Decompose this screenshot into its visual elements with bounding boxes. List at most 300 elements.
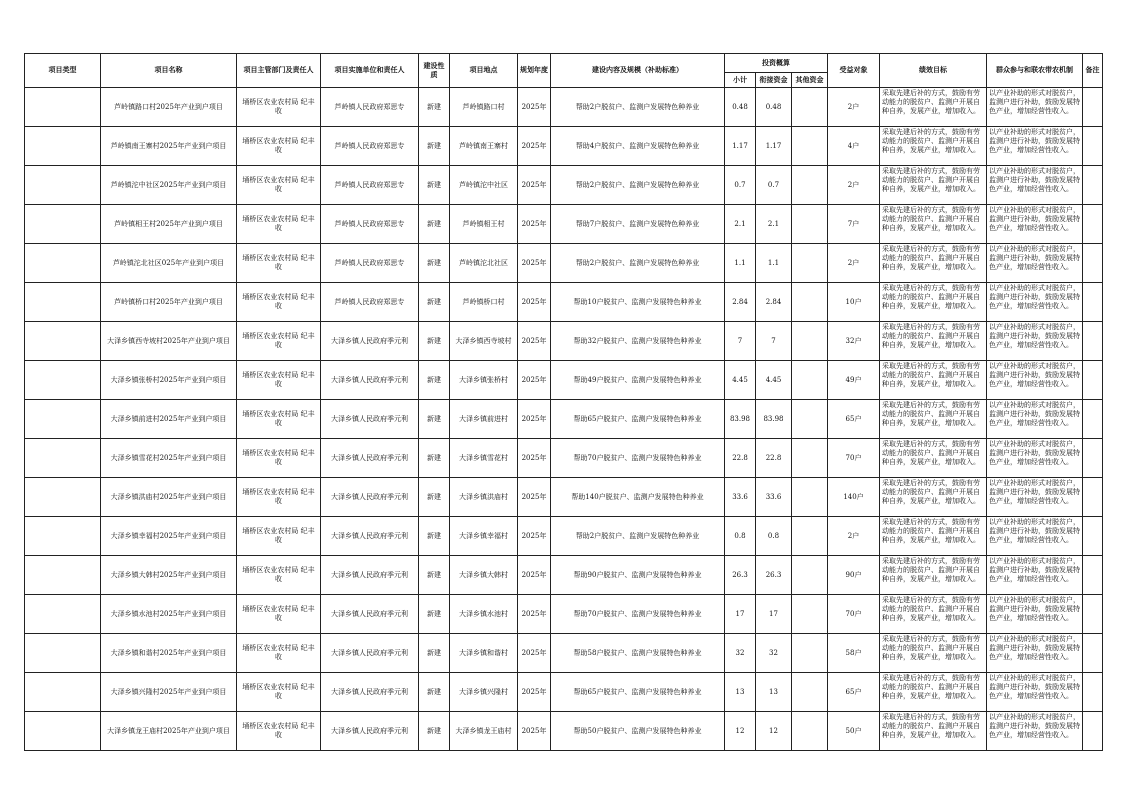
header-fund: 衔接资金 xyxy=(756,73,792,88)
cell-mechanism xyxy=(987,595,1083,634)
cell-remark xyxy=(1083,439,1103,478)
cell-project-name: 芦岭镇桥口村2025年产业到户项目 xyxy=(101,283,237,322)
cell-content: 帮助70户脱贫户、监测户发展特色种养业 xyxy=(551,595,725,634)
cell-dept: 埇桥区农业农村局 纪丰收 xyxy=(237,673,321,712)
cell-nature: 新建 xyxy=(419,205,450,244)
cell-project-name: 大泽乡镇大韩村2025年产业到户项目 xyxy=(101,556,237,595)
cell-goal-text: 采取先建后补的方式，鼓励有劳动能力的脱贫户、监测户开展自种自养，发展产业，增加收入。 xyxy=(882,635,980,661)
cell-remark xyxy=(1083,400,1103,439)
cell-goal-text: 采取先建后补的方式，鼓励有劳动能力的脱贫户、监测户开展自种自养，发展产业，增加收入。 xyxy=(882,674,980,700)
cell-goal-text: 采取先建后补的方式，鼓励有劳动能力的脱贫户、监测户开展自种自养，发展产业，增加收入。 xyxy=(882,440,980,466)
cell-impl: 大泽乡镇人民政府季元利 xyxy=(321,361,419,400)
cell-goal xyxy=(880,712,987,751)
cell-beneficiary: 140户 xyxy=(828,478,880,517)
cell-location: 大泽乡镇前进村 xyxy=(450,400,518,439)
cell-impl: 大泽乡镇人民政府季元利 xyxy=(321,712,419,751)
cell-goal xyxy=(880,361,987,400)
cell-impl: 芦岭镇人民政府郑思专 xyxy=(321,205,419,244)
cell-remark xyxy=(1083,478,1103,517)
cell-dept: 埇桥区农业农村局 纪丰收 xyxy=(237,634,321,673)
header-mechanism: 群众参与和联农带农机制 xyxy=(987,54,1083,88)
cell-mechanism xyxy=(987,478,1083,517)
cell-dept: 埇桥区农业农村局 纪丰收 xyxy=(237,517,321,556)
cell-impl: 大泽乡镇人民政府季元利 xyxy=(321,478,419,517)
header-other: 其他资金 xyxy=(792,73,828,88)
cell-goal xyxy=(880,166,987,205)
cell-project-name: 大泽乡镇幸福村2025年产业到户项目 xyxy=(101,517,237,556)
cell-dept: 埇桥区农业农村局 纪丰收 xyxy=(237,127,321,166)
cell-remark xyxy=(1083,127,1103,166)
cell-goal-text: 采取先建后补的方式，鼓励有劳动能力的脱贫户、监测户开展自种自养，发展产业，增加收入。 xyxy=(882,479,980,505)
cell-project-type xyxy=(25,166,101,205)
cell-remark xyxy=(1083,673,1103,712)
cell-fund: 1.17 xyxy=(756,127,792,166)
cell-impl: 大泽乡镇人民政府季元利 xyxy=(321,400,419,439)
cell-remark xyxy=(1083,556,1103,595)
cell-fund: 13 xyxy=(756,673,792,712)
cell-nature: 新建 xyxy=(419,712,450,751)
cell-project-name: 大泽乡镇张桥村2025年产业到户项目 xyxy=(101,361,237,400)
cell-content: 帮助90户脱贫户、监测户发展特色种养业 xyxy=(551,556,725,595)
cell-other xyxy=(792,361,828,400)
cell-fund: 17 xyxy=(756,595,792,634)
cell-mechanism xyxy=(987,361,1083,400)
cell-location: 大泽乡镇和谐村 xyxy=(450,634,518,673)
cell-nature: 新建 xyxy=(419,439,450,478)
cell-goal xyxy=(880,556,987,595)
cell-mechanism-text: 以产业补助的形式对脱贫户，监测户进行补助，鼓励发展特色产业，增加经营性收入。 xyxy=(989,557,1080,583)
cell-mechanism xyxy=(987,673,1083,712)
cell-impl: 芦岭镇人民政府郑思专 xyxy=(321,127,419,166)
cell-goal-text: 采取先建后补的方式，鼓励有劳动能力的脱贫户、监测户开展自种自养，发展产业，增加收入。 xyxy=(882,323,980,349)
cell-mechanism-text: 以产业补助的形式对脱贫户，监测户进行补助，鼓励发展特色产业，增加经营性收入。 xyxy=(989,89,1080,115)
cell-mechanism xyxy=(987,400,1083,439)
cell-dept: 埇桥区农业农村局 纪丰收 xyxy=(237,595,321,634)
cell-nature: 新建 xyxy=(419,400,450,439)
cell-beneficiary: 2户 xyxy=(828,166,880,205)
cell-content: 帮助65户脱贫户、监测户发展特色种养业 xyxy=(551,673,725,712)
header-nature: 建设性质 xyxy=(419,54,450,88)
cell-goal xyxy=(880,127,987,166)
cell-remark xyxy=(1083,517,1103,556)
cell-project-type xyxy=(25,361,101,400)
cell-remark xyxy=(1083,244,1103,283)
cell-mechanism-text: 以产业补助的形式对脱贫户，监测户进行补助，鼓励发展特色产业，增加经营性收入。 xyxy=(989,635,1080,661)
header-location: 项目地点 xyxy=(450,54,518,88)
cell-fund: 83.98 xyxy=(756,400,792,439)
cell-location: 芦岭镇沱中社区 xyxy=(450,166,518,205)
cell-subtotal: 0.48 xyxy=(725,88,756,127)
cell-other xyxy=(792,712,828,751)
cell-goal-text: 采取先建后补的方式，鼓励有劳动能力的脱贫户、监测户开展自种自养，发展产业，增加收入。 xyxy=(882,362,980,388)
cell-goal xyxy=(880,205,987,244)
cell-year: 2025年 xyxy=(518,166,551,205)
cell-goal xyxy=(880,88,987,127)
cell-subtotal: 1.17 xyxy=(725,127,756,166)
cell-project-name: 芦岭镇南王寨村2025年产业到户项目 xyxy=(101,127,237,166)
cell-location: 芦岭镇路口村 xyxy=(450,88,518,127)
cell-subtotal: 32 xyxy=(725,634,756,673)
cell-subtotal: 22.8 xyxy=(725,439,756,478)
table-row xyxy=(25,673,1103,712)
cell-project-name: 大泽乡镇西寺坡村2025年产业到户项目 xyxy=(101,322,237,361)
cell-beneficiary: 2户 xyxy=(828,517,880,556)
cell-project-type xyxy=(25,517,101,556)
cell-mechanism xyxy=(987,166,1083,205)
cell-other xyxy=(792,244,828,283)
cell-beneficiary: 65户 xyxy=(828,400,880,439)
cell-project-name: 大泽乡镇洪庙村2025年产业到户项目 xyxy=(101,478,237,517)
header-project-type: 项目类型 xyxy=(25,54,101,88)
table-row xyxy=(25,634,1103,673)
cell-content: 帮助58户脱贫户、监测户发展特色种养业 xyxy=(551,634,725,673)
cell-content: 帮助7户脱贫户、监测户发展特色种养业 xyxy=(551,205,725,244)
cell-beneficiary: 4户 xyxy=(828,127,880,166)
cell-fund: 32 xyxy=(756,634,792,673)
cell-nature: 新建 xyxy=(419,127,450,166)
cell-dept: 埇桥区农业农村局 纪丰收 xyxy=(237,361,321,400)
cell-location: 大泽乡镇张桥村 xyxy=(450,361,518,400)
cell-nature: 新建 xyxy=(419,595,450,634)
cell-content: 帮助2户脱贫户、监测户发展特色种养业 xyxy=(551,166,725,205)
cell-dept: 埇桥区农业农村局 纪丰收 xyxy=(237,244,321,283)
cell-goal-text: 采取先建后补的方式，鼓励有劳动能力的脱贫户、监测户开展自种自养，发展产业，增加收入。 xyxy=(882,596,980,622)
cell-other xyxy=(792,634,828,673)
cell-year: 2025年 xyxy=(518,127,551,166)
cell-subtotal: 83.98 xyxy=(725,400,756,439)
cell-subtotal: 33.6 xyxy=(725,478,756,517)
cell-mechanism-text: 以产业补助的形式对脱贫户，监测户进行补助，鼓励发展特色产业，增加经营性收入。 xyxy=(989,401,1080,427)
cell-impl: 大泽乡镇人民政府季元利 xyxy=(321,673,419,712)
cell-nature: 新建 xyxy=(419,673,450,712)
cell-other xyxy=(792,556,828,595)
cell-remark xyxy=(1083,361,1103,400)
cell-mechanism-text: 以产业补助的形式对脱贫户，监测户进行补助，鼓励发展特色产业，增加经营性收入。 xyxy=(989,284,1080,310)
cell-location: 大泽乡镇水池村 xyxy=(450,595,518,634)
cell-nature: 新建 xyxy=(419,517,450,556)
cell-year: 2025年 xyxy=(518,244,551,283)
cell-project-name: 芦岭镇路口村2025年产业到户项目 xyxy=(101,88,237,127)
cell-fund: 0.7 xyxy=(756,166,792,205)
table-row xyxy=(25,400,1103,439)
cell-year: 2025年 xyxy=(518,517,551,556)
cell-beneficiary: 2户 xyxy=(828,244,880,283)
table-body xyxy=(25,88,1103,751)
cell-project-type xyxy=(25,595,101,634)
cell-mechanism-text: 以产业补助的形式对脱贫户，监测户进行补助，鼓励发展特色产业，增加经营性收入。 xyxy=(989,128,1080,154)
cell-subtotal: 2.84 xyxy=(725,283,756,322)
cell-project-type xyxy=(25,283,101,322)
cell-mechanism-text: 以产业补助的形式对脱贫户，监测户进行补助，鼓励发展特色产业，增加经营性收入。 xyxy=(989,440,1080,466)
cell-impl: 大泽乡镇人民政府季元利 xyxy=(321,634,419,673)
cell-content: 帮助4户脱贫户、监测户发展特色种养业 xyxy=(551,127,725,166)
cell-goal xyxy=(880,595,987,634)
header-goal: 绩效目标 xyxy=(880,54,987,88)
cell-project-type xyxy=(25,322,101,361)
cell-beneficiary: 65户 xyxy=(828,673,880,712)
table-row xyxy=(25,478,1103,517)
cell-location: 大泽乡镇龙王庙村 xyxy=(450,712,518,751)
cell-beneficiary: 90户 xyxy=(828,556,880,595)
cell-dept: 埇桥区农业农村局 纪丰收 xyxy=(237,439,321,478)
table-row xyxy=(25,283,1103,322)
cell-other xyxy=(792,517,828,556)
cell-project-type xyxy=(25,439,101,478)
cell-other xyxy=(792,166,828,205)
cell-dept: 埇桥区农业农村局 纪丰收 xyxy=(237,478,321,517)
cell-beneficiary: 32户 xyxy=(828,322,880,361)
cell-beneficiary: 58户 xyxy=(828,634,880,673)
cell-fund: 33.6 xyxy=(756,478,792,517)
cell-mechanism-text: 以产业补助的形式对脱贫户，监测户进行补助，鼓励发展特色产业，增加经营性收入。 xyxy=(989,323,1080,349)
cell-remark xyxy=(1083,88,1103,127)
cell-other xyxy=(792,322,828,361)
cell-beneficiary: 49户 xyxy=(828,361,880,400)
cell-year: 2025年 xyxy=(518,283,551,322)
cell-beneficiary: 70户 xyxy=(828,595,880,634)
cell-goal xyxy=(880,400,987,439)
cell-project-name: 大泽乡镇雪花村2025年产业到户项目 xyxy=(101,439,237,478)
header-impl: 项目实施单位和责任人 xyxy=(321,54,419,88)
cell-goal xyxy=(880,283,987,322)
cell-goal xyxy=(880,673,987,712)
cell-mechanism xyxy=(987,88,1083,127)
cell-goal-text: 采取先建后补的方式，鼓励有劳动能力的脱贫户、监测户开展自种自养，发展产业，增加收入。 xyxy=(882,206,980,232)
header-project-name: 项目名称 xyxy=(101,54,237,88)
cell-content: 帮助65户脱贫户、监测户发展特色种养业 xyxy=(551,400,725,439)
cell-project-name: 大泽乡镇和谐村2025年产业到户项目 xyxy=(101,634,237,673)
cell-dept: 埇桥区农业农村局 纪丰收 xyxy=(237,283,321,322)
cell-goal-text: 采取先建后补的方式，鼓励有劳动能力的脱贫户、监测户开展自种自养，发展产业，增加收入。 xyxy=(882,713,980,739)
cell-location: 大泽乡镇兴隆村 xyxy=(450,673,518,712)
cell-other xyxy=(792,283,828,322)
cell-goal xyxy=(880,517,987,556)
table-row xyxy=(25,712,1103,751)
cell-content: 帮助49户脱贫户、监测户发展特色种养业 xyxy=(551,361,725,400)
cell-location: 芦岭镇南王寨村 xyxy=(450,127,518,166)
cell-goal-text: 采取先建后补的方式，鼓励有劳动能力的脱贫户、监测户开展自种自养，发展产业，增加收入。 xyxy=(882,284,980,310)
table-row xyxy=(25,244,1103,283)
cell-fund: 1.1 xyxy=(756,244,792,283)
cell-mechanism xyxy=(987,556,1083,595)
cell-project-name: 大泽乡镇前进村2025年产业到户项目 xyxy=(101,400,237,439)
cell-beneficiary: 50户 xyxy=(828,712,880,751)
cell-remark xyxy=(1083,712,1103,751)
cell-content: 帮助50户脱贫户、监测户发展特色种养业 xyxy=(551,712,725,751)
cell-year: 2025年 xyxy=(518,556,551,595)
cell-location: 大泽乡镇雪花村 xyxy=(450,439,518,478)
cell-goal-text: 采取先建后补的方式，鼓励有劳动能力的脱贫户、监测户开展自种自养，发展产业，增加收入。 xyxy=(882,245,980,271)
cell-mechanism-text: 以产业补助的形式对脱贫户，监测户进行补助，鼓励发展特色产业，增加经营性收入。 xyxy=(989,479,1080,505)
cell-fund: 12 xyxy=(756,712,792,751)
cell-impl: 芦岭镇人民政府郑思专 xyxy=(321,166,419,205)
cell-beneficiary: 10户 xyxy=(828,283,880,322)
cell-year: 2025年 xyxy=(518,712,551,751)
table-row xyxy=(25,595,1103,634)
cell-project-name: 大泽乡镇龙王庙村2025年产业到户项目 xyxy=(101,712,237,751)
cell-year: 2025年 xyxy=(518,478,551,517)
cell-project-type xyxy=(25,478,101,517)
cell-year: 2025年 xyxy=(518,400,551,439)
project-table xyxy=(24,53,1103,751)
cell-dept: 埇桥区农业农村局 纪丰收 xyxy=(237,205,321,244)
cell-mechanism xyxy=(987,205,1083,244)
cell-mechanism-text: 以产业补助的形式对脱贫户，监测户进行补助，鼓励发展特色产业，增加经营性收入。 xyxy=(989,713,1080,739)
cell-subtotal: 7 xyxy=(725,322,756,361)
cell-project-type xyxy=(25,634,101,673)
cell-impl: 大泽乡镇人民政府季元利 xyxy=(321,517,419,556)
cell-goal xyxy=(880,634,987,673)
cell-impl: 大泽乡镇人民政府季元利 xyxy=(321,439,419,478)
cell-goal xyxy=(880,478,987,517)
cell-other xyxy=(792,88,828,127)
cell-location: 大泽乡镇洪庙村 xyxy=(450,478,518,517)
cell-mechanism-text: 以产业补助的形式对脱贫户，监测户进行补助，鼓励发展特色产业，增加经营性收入。 xyxy=(989,518,1080,544)
cell-content: 帮助140户脱贫户、监测户发展特色种养业 xyxy=(551,478,725,517)
cell-fund: 4.45 xyxy=(756,361,792,400)
cell-goal-text: 采取先建后补的方式，鼓励有劳动能力的脱贫户、监测户开展自种自养，发展产业，增加收入。 xyxy=(882,89,980,115)
cell-fund: 0.8 xyxy=(756,517,792,556)
cell-goal xyxy=(880,439,987,478)
cell-location: 芦岭镇桥口村 xyxy=(450,283,518,322)
cell-goal xyxy=(880,322,987,361)
cell-mechanism xyxy=(987,439,1083,478)
cell-fund: 0.48 xyxy=(756,88,792,127)
cell-project-name: 大泽乡镇水池村2025年产业到户项目 xyxy=(101,595,237,634)
cell-nature: 新建 xyxy=(419,556,450,595)
table-row xyxy=(25,205,1103,244)
cell-mechanism-text: 以产业补助的形式对脱贫户，监测户进行补助，鼓励发展特色产业，增加经营性收入。 xyxy=(989,596,1080,622)
cell-content: 帮助2户脱贫户、监测户发展特色种养业 xyxy=(551,244,725,283)
cell-nature: 新建 xyxy=(419,322,450,361)
cell-dept: 埇桥区农业农村局 纪丰收 xyxy=(237,166,321,205)
cell-impl: 芦岭镇人民政府郑思专 xyxy=(321,88,419,127)
cell-fund: 7 xyxy=(756,322,792,361)
cell-subtotal: 12 xyxy=(725,712,756,751)
cell-year: 2025年 xyxy=(518,673,551,712)
cell-remark xyxy=(1083,634,1103,673)
cell-location: 芦岭镇沱北社区 xyxy=(450,244,518,283)
cell-fund: 2.84 xyxy=(756,283,792,322)
table-row xyxy=(25,88,1103,127)
header-row xyxy=(25,54,1103,73)
cell-mechanism xyxy=(987,634,1083,673)
cell-goal-text: 采取先建后补的方式，鼓励有劳动能力的脱贫户、监测户开展自种自养，发展产业，增加收入。 xyxy=(882,128,980,154)
cell-project-type xyxy=(25,400,101,439)
cell-subtotal: 1.1 xyxy=(725,244,756,283)
cell-beneficiary: 70户 xyxy=(828,439,880,478)
cell-dept: 埇桥区农业农村局 纪丰收 xyxy=(237,400,321,439)
cell-project-name: 芦岭镇相王村2025年产业到户项目 xyxy=(101,205,237,244)
cell-subtotal: 26.3 xyxy=(725,556,756,595)
table-row xyxy=(25,127,1103,166)
cell-goal xyxy=(880,244,987,283)
cell-goal-text: 采取先建后补的方式，鼓励有劳动能力的脱贫户、监测户开展自种自养，发展产业，增加收入。 xyxy=(882,518,980,544)
cell-location: 芦岭镇相王村 xyxy=(450,205,518,244)
cell-beneficiary: 2户 xyxy=(828,88,880,127)
cell-project-type xyxy=(25,88,101,127)
cell-other xyxy=(792,205,828,244)
table-row xyxy=(25,166,1103,205)
cell-year: 2025年 xyxy=(518,439,551,478)
cell-other xyxy=(792,673,828,712)
cell-year: 2025年 xyxy=(518,361,551,400)
cell-nature: 新建 xyxy=(419,478,450,517)
cell-fund: 2.1 xyxy=(756,205,792,244)
cell-project-type xyxy=(25,244,101,283)
cell-project-type xyxy=(25,712,101,751)
cell-dept: 埇桥区农业农村局 纪丰收 xyxy=(237,712,321,751)
cell-content: 帮助10户脱贫户、监测户发展特色种养业 xyxy=(551,283,725,322)
cell-impl: 大泽乡镇人民政府季元利 xyxy=(321,556,419,595)
cell-project-name: 芦岭镇沱中社区2025年产业到户项目 xyxy=(101,166,237,205)
cell-fund: 22.8 xyxy=(756,439,792,478)
cell-impl: 大泽乡镇人民政府季元利 xyxy=(321,595,419,634)
cell-remark xyxy=(1083,595,1103,634)
cell-subtotal: 4.45 xyxy=(725,361,756,400)
cell-dept: 埇桥区农业农村局 纪丰收 xyxy=(237,322,321,361)
cell-other xyxy=(792,478,828,517)
cell-subtotal: 17 xyxy=(725,595,756,634)
table-row xyxy=(25,517,1103,556)
cell-remark xyxy=(1083,283,1103,322)
cell-mechanism-text: 以产业补助的形式对脱贫户，监测户进行补助，鼓励发展特色产业，增加经营性收入。 xyxy=(989,167,1080,193)
cell-subtotal: 0.7 xyxy=(725,166,756,205)
header-investment: 投资概算 xyxy=(725,54,828,73)
cell-remark xyxy=(1083,205,1103,244)
cell-impl: 大泽乡镇人民政府季元利 xyxy=(321,322,419,361)
cell-project-type xyxy=(25,673,101,712)
cell-content: 帮助32户脱贫户、监测户发展特色种养业 xyxy=(551,322,725,361)
cell-year: 2025年 xyxy=(518,634,551,673)
table-row xyxy=(25,322,1103,361)
cell-mechanism xyxy=(987,322,1083,361)
table-row xyxy=(25,439,1103,478)
cell-impl: 芦岭镇人民政府郑思专 xyxy=(321,244,419,283)
cell-other xyxy=(792,439,828,478)
cell-mechanism xyxy=(987,517,1083,556)
cell-content: 帮助2户脱贫户、监测户发展特色种养业 xyxy=(551,517,725,556)
cell-other xyxy=(792,400,828,439)
cell-project-type xyxy=(25,127,101,166)
cell-mechanism xyxy=(987,244,1083,283)
cell-beneficiary: 7户 xyxy=(828,205,880,244)
cell-project-name: 大泽乡镇兴隆村2025年产业到户项目 xyxy=(101,673,237,712)
cell-project-name: 芦岭镇沱北社区025年产业到户项目 xyxy=(101,244,237,283)
cell-location: 大泽乡镇西寺坡村 xyxy=(450,322,518,361)
cell-subtotal: 0.8 xyxy=(725,517,756,556)
cell-impl: 芦岭镇人民政府郑思专 xyxy=(321,283,419,322)
header-year: 规划年度 xyxy=(518,54,551,88)
table-row xyxy=(25,361,1103,400)
cell-subtotal: 2.1 xyxy=(725,205,756,244)
header-content: 建设内容及规模（补助标准） xyxy=(551,54,725,88)
cell-remark xyxy=(1083,166,1103,205)
cell-project-type xyxy=(25,556,101,595)
cell-subtotal: 13 xyxy=(725,673,756,712)
header-beneficiary: 受益对象 xyxy=(828,54,880,88)
cell-nature: 新建 xyxy=(419,166,450,205)
cell-mechanism-text: 以产业补助的形式对脱贫户，监测户进行补助，鼓励发展特色产业，增加经营性收入。 xyxy=(989,245,1080,271)
cell-goal-text: 采取先建后补的方式，鼓励有劳动能力的脱贫户、监测户开展自种自养，发展产业，增加收入。 xyxy=(882,557,980,583)
cell-mechanism xyxy=(987,283,1083,322)
cell-mechanism-text: 以产业补助的形式对脱贫户，监测户进行补助，鼓励发展特色产业，增加经营性收入。 xyxy=(989,674,1080,700)
cell-nature: 新建 xyxy=(419,88,450,127)
cell-nature: 新建 xyxy=(419,361,450,400)
cell-mechanism-text: 以产业补助的形式对脱贫户，监测户进行补助，鼓励发展特色产业，增加经营性收入。 xyxy=(989,362,1080,388)
cell-fund: 26.3 xyxy=(756,556,792,595)
cell-nature: 新建 xyxy=(419,244,450,283)
